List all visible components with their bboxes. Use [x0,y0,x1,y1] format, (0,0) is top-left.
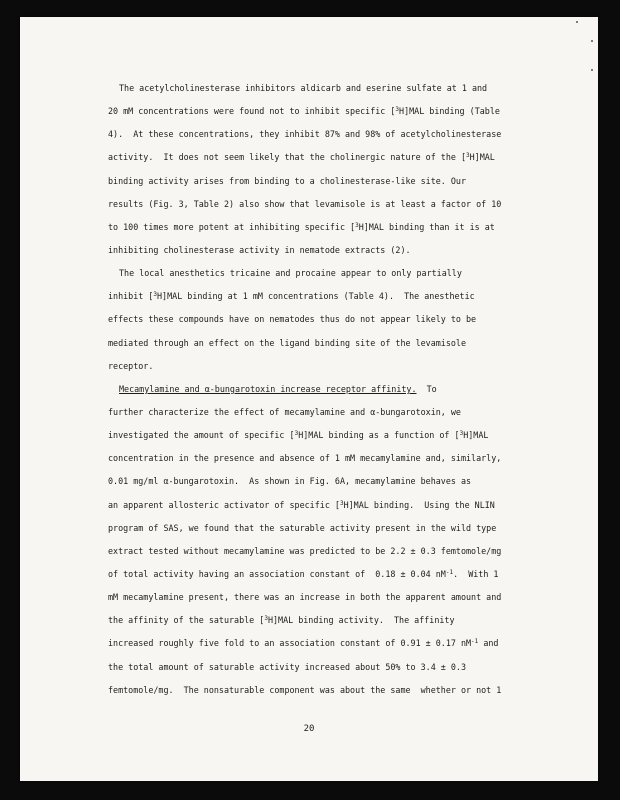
text-line: the total amount of saturable activity increased about 50% to 3.4 ± 0.3 [108,661,466,672]
text-line: 0.01 mg/ml α-bungarotoxin. As shown in Fig. 6A, mecamylamine behaves as [108,476,472,487]
text-line: concentration in the presence and absence of 1 mM mecamylamine and, similarly, [108,453,502,464]
text-line: effects these compounds have on nematodes thus do not appear likely to be [108,314,477,325]
text-line: 4). At these concentrations, they inhibit 87% and 98% of acetylcholinesterase [108,129,502,140]
text-line: femtomole/mg. The nonsaturable component was about the same whether or not 1 [108,684,502,695]
document-page [20,17,598,781]
section-heading: Mecamylamine and α-bungarotoxin increase receptor affinity. [119,383,417,394]
text-line: to 100 times more potent at inhibiting specific [$^3$H]MAL binding than it is at [108,221,495,232]
text-line: increased roughly five fold to an association constant of 0.91 ± 0.17 $nM^{-1}$ and [108,638,499,649]
text-line: The local anesthetics tricaine and procaine appear to only partially [119,268,462,279]
text-line: activity. It does not seem likely that the cholinergic nature of the [$^3$H]MAL [108,152,495,163]
paper-speck [591,40,593,42]
text-line: results (Fig. 3, Table 2) also show that levamisole is at least a factor of 10 [108,198,502,209]
text-line: inhibit [$^3$H]MAL binding at 1 mM concentrations (Table 4). The anesthetic [108,291,475,302]
paper-speck [591,69,593,71]
text-line: investigated the amount of specific [$^3$H]MAL binding as a function of [$^3$H]MAL [108,430,489,441]
text-line: the affinity of the saturable [$^3$H]MAL binding activity. The affinity [108,615,455,626]
text-line: 20 mM concentrations were found not to inhibit specific [$^3$H]MAL binding (Table [108,106,500,117]
text-line: Mecamylamine and α-bungarotoxin increase receptor affinity. To [119,383,437,394]
text-line: receptor. [108,360,154,371]
text-line: inhibiting cholinesterase activity in nematode extracts (2). [108,244,411,255]
text-line: program of SAS, we found that the saturable activity present in the wild type [108,522,497,533]
text-line: mediated through an effect on the ligand binding site of the levamisole [108,337,466,348]
page-number: 20 [303,724,315,734]
text-line: The acetylcholinesterase inhibitors aldicarb and eserine sulfate at 1 and [119,83,488,93]
text-line: of total activity having an association constant of 0.18 ± 0.04 $nM^{-1}$. With 1 [108,568,499,579]
text-line: further characterize the effect of mecamylamine and α-bungarotoxin, we [108,406,461,417]
paper-speck [576,21,578,23]
text-line: binding activity arises from binding to a cholinesterase-like site. Our [108,175,466,186]
text-line: an apparent allosteric activator of specific [$^3$H]MAL binding. Using the NLIN [108,499,495,510]
text-line: extract tested without mecamylamine was predicted to be 2.2 ± 0.3 femtomole/mg [108,545,502,556]
text-line: mM mecamylamine present, there was an increase in both the apparent amount and [108,592,502,603]
body-text [108,77,578,702]
